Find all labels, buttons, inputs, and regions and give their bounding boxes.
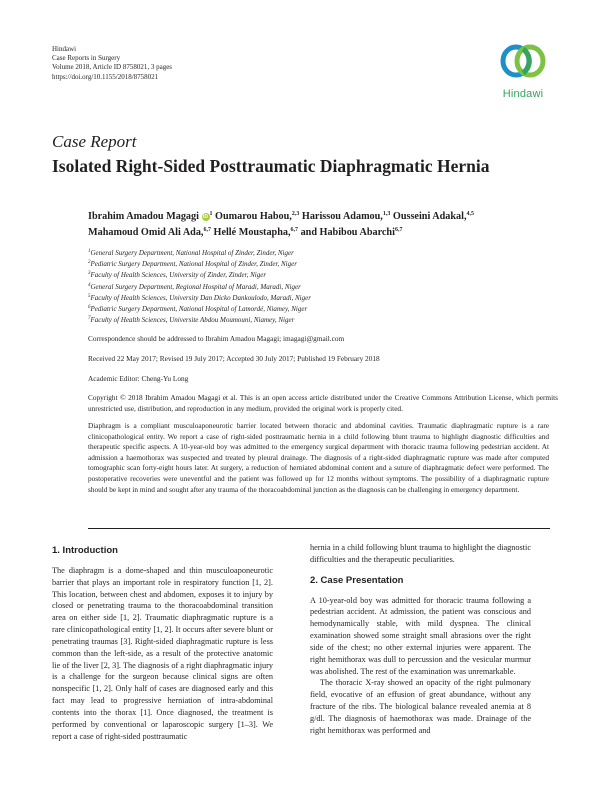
author-affil: 6,7 [203, 227, 211, 233]
affiliation-item: $^6$Pediatric Surgery Department, National Hospital of Lamordé, Niamey, Niger [88, 305, 308, 314]
author-affil: 6,7 [394, 227, 403, 233]
author-affil: 4,5 [466, 211, 475, 217]
hindawi-logo [494, 42, 552, 106]
divider [88, 528, 550, 529]
article-category: Case Report [52, 132, 137, 151]
affiliation-item: $^1$General Surgery Department, National Hospital of Zinder, Zinder, Niger [88, 249, 294, 257]
affiliation-item: $^2$Pediatric Surgery Department, National Hospital of Zinder, Zinder, Niger [88, 260, 297, 269]
author-name: Ibrahim Amadou Magagi [88, 211, 199, 222]
hindawi-logo-icon [494, 42, 552, 88]
journal-doi[interactable]: https://doi.org/10.1155/2018/8758021 [52, 72, 159, 81]
author-affil: 1,3 [382, 211, 391, 217]
orcid-icon[interactable]: iD [203, 214, 208, 220]
case-paragraph-2: The thoracic X-ray showed an opacity of the right pulmonary field, evocative of an effusion of great abundance, without any fracture of the ribs. The biological balance revealed anemia at 8 g/dl. The diagnosis of haemothorax was made. Drainage of the right hemithorax was performed and [310, 678, 531, 735]
introduction-text: The diaphragm is a dome-shaped and thin musculoaponeurotic barrier that plays an important role in respiratory function [1, 2]. This location, between chest and abdomen, exposes it to injury by closed or penetrating trauma to the thoracoabdominal transition area on either side [1, 2]. Traumatic diaphragmatic rupture is a rare clinicopathological entity [1, 2]. It occurs after severe blunt or penetrating traumas [3]. Right-sided diaphragmatic rupture is less common than the left-side, as a result of the protective anatomic lie of the liver [2, 3]. The diagnosis of a right diaphragmatic injury is a challenge for the surgeon because clinical signs are often nonspecific [1, 2]. Only half of cases are diagnosed early and this fact may lead to progressive herniation of intra-abdominal contents into the thorax [1]. Once diagnosed, the treatment is performed by conventional or laparoscopic surgery [1–3]. We report a case of right-sided posttraumatic [52, 565, 273, 741]
journal-name: Case Reports in Surgery [52, 54, 121, 63]
author-affil: 6,7 [290, 227, 299, 233]
journal-volume: Volume 2018, Article ID 8758021, 3 pages [52, 63, 173, 72]
affiliation-item: $^3$Faculty of Health Sciences, University of Zinder, Zinder, Niger [88, 271, 267, 280]
author-name: Oumarou Habou, [215, 211, 292, 222]
logo-text: Hindawi [502, 88, 544, 100]
affiliation-list [88, 248, 558, 326]
journal-header [52, 45, 172, 82]
copyright-notice: Copyright © 2018 Ibrahim Amadou Magagi et al. This is an open access article distributed under the Creative Commons Attribution License, which permits unrestricted use, distribution, and reproduction in any medium, provided the original work is properly cited. [88, 393, 558, 413]
right-column [310, 542, 531, 737]
section-heading-introduction: 1. Introduction [52, 545, 118, 556]
left-column [52, 545, 273, 743]
article-dates: Received 22 May 2017; Revised 19 July 2017; Accepted 30 July 2017; Published 19 February 2018 [88, 354, 380, 363]
affiliation-item: $^7$Faculty of Health Sciences, Universite Abdou Moumouni, Niamey, Niger [88, 316, 295, 325]
case-paragraph-1: A 10-year-old boy was admitted for thoracic trauma following a pedestrian accident. At admission, the patient was conscious and hemodynamically stable, with mild dyspnea. The clinical examination showed some straight small abrasions over the right side of the chest; no other external injuries were apparent. The right hemithorax was dull to percussion and the vesicular murmur was abolished. The rest of the examination was unremarkable. [310, 595, 531, 676]
author-name: Harissou Adamou, [301, 211, 383, 222]
author-affil: 1 [209, 211, 213, 217]
introduction-continued: hernia in a child following blunt trauma to highlight the diagnostic difficulties and the therapeutic peculiarities. [310, 543, 531, 564]
correspondence: Correspondence should be addressed to Ibrahim Amadou Magagi; imagagi@gmail.com [88, 334, 345, 343]
author-name: and Habibou Abarchi [300, 227, 395, 238]
publisher-name: Hindawi [52, 45, 77, 53]
author-name: Hellé Moustapha, [213, 227, 291, 238]
affiliation-item: $^4$General Surgery Department, Regional Hospital of Maradi, Maradi, Niger [88, 282, 301, 291]
author-name: Mahamoud Omid Ali Ada, [88, 227, 204, 238]
author-list [88, 209, 558, 241]
affiliation-item: $^5$Faculty of Health Sciences, University Dan Dicko Dankoulodo, Maradi, Niger [88, 293, 311, 302]
article-title: Isolated Right-Sided Posttraumatic Diaphragmatic Hernia [52, 156, 490, 176]
abstract: Diaphragm is a compliant musculoaponeurotic barrier located between thoracic and abdominal cavities. Traumatic diaphragmatic rupture is a rare clinicopathological entity. We report a case of right-sided posttraumatic hernia in a child following blunt trauma to highlight diagnostic difficulties and therapeutic specific aspects. A 10-year-old boy was admitted to the emergency surgical department with thoracic trauma following pedestrian accident. At admission a haemothorax was suspected and treated by pleural drainage. The diagnosis of a right-sided diaphragmatic rupture was made after computed tomographic scan forty-eight hours later. At surgery, a reduction of herniated abdominal content and a suture of diaphragmatic defect were performed. The postoperative recoveries were uneventful and the patient was followed up for 12 months without symptoms. The possibility of a diaphragmatic rupture should be kept in mind and sought after any trauma of the thoracoabdominal junction as the diagnosis can be challenging in emergency department. [88, 421, 549, 494]
author-affil: 2,3 [291, 211, 300, 217]
author-name: Ousseini Adakal, [392, 211, 467, 222]
academic-editor: Academic Editor: Cheng-Yu Long [88, 374, 189, 383]
section-heading-case: 2. Case Presentation [310, 574, 404, 586]
